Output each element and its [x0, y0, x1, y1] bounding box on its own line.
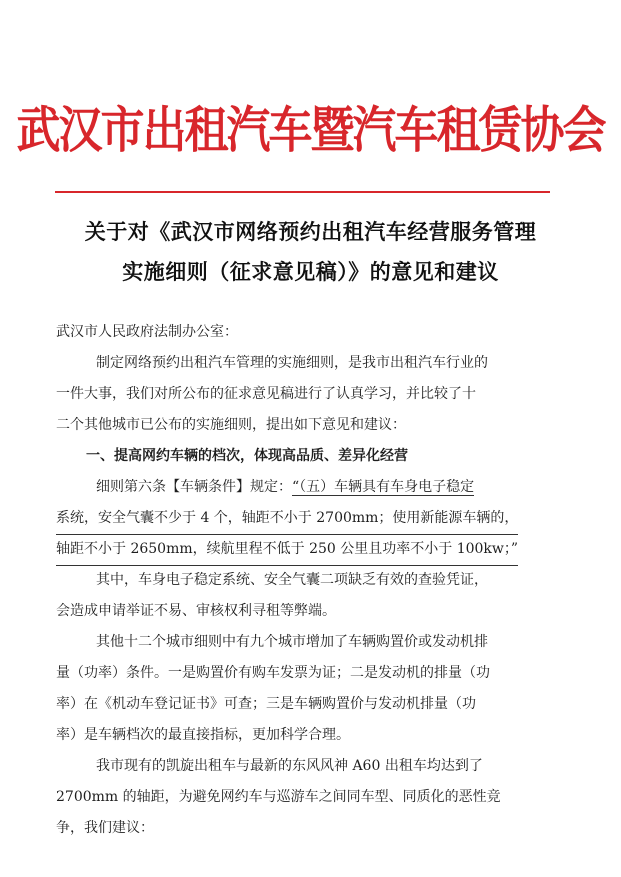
paragraph-1-line-2: 一件大事，我们对所公布的征求意见稿进行了认真学习，并比较了十	[56, 386, 476, 402]
section-heading-1: 一、提高网约车辆的档次，体现高品质、差异化经营	[86, 448, 408, 464]
paragraph-4-line-2: 量（功率）条件。一是购置价有购车发票为证；二是发动机的排量（功	[56, 665, 490, 681]
quoted-clause-start: “（五）车辆具有车身电子稳定	[292, 479, 475, 495]
letterhead-title: 武汉市出租汽车暨汽车租赁协会	[16, 102, 605, 160]
paragraph-5-line-1: 我市现有的凯旋出租车与最新的东风风神 A60 出租车均达到了	[96, 758, 483, 774]
clause-reference: 细则第六条【车辆条件】规定：	[96, 479, 292, 495]
document-title-line-2: 实施细则（征求意见稿）》的意见和建议	[122, 260, 499, 284]
paragraph-5-line-2: 2700mm 的轴距，为避免网约车与巡游车之间同车型、同质化的恶性竞	[56, 789, 501, 805]
paragraph-3-line-2: 会造成申请举证不易、审核权利寻租等弊端。	[56, 603, 336, 619]
paragraph-5-line-3: 争，我们建议：	[56, 820, 154, 836]
paragraph-4-line-1: 其他十二个城市细则中有九个城市增加了车辆购置价或发动机排	[96, 634, 488, 650]
salutation: 武汉市人民政府法制办公室：	[56, 324, 238, 340]
document-title-line-1: 关于对《武汉市网络预约出租汽车经营服务管理	[84, 220, 537, 244]
paragraph-3-line-1: 其中，车身电子稳定系统、安全气囊二项缺乏有效的查验凭证，	[96, 572, 488, 588]
paragraph-1-line-1: 制定网络预约出租汽车管理的实施细则，是我市出租汽车行业的	[96, 355, 488, 371]
paragraph-2-line-1	[96, 472, 474, 503]
paragraph-4-line-3: 率）在《机动车登记证书》可查；三是车辆购置价与发动机排量（功	[56, 696, 476, 712]
quoted-clause-line-2: 系统，安全气囊不少于 4 个，轴距不小于 2700mm；使用新能源车辆的，	[56, 503, 518, 535]
letterhead-divider	[55, 191, 550, 193]
paragraph-1-line-3: 二个其他城市已公布的实施细则，提出如下意见和建议：	[56, 417, 406, 433]
quoted-clause-line-3: 轴距不小于 2650mm，续航里程不低于 250 公里且功率不小于 100kw；”	[56, 534, 518, 566]
paragraph-4-line-4: 率）是车辆档次的最直接指标，更加科学合理。	[56, 727, 350, 743]
